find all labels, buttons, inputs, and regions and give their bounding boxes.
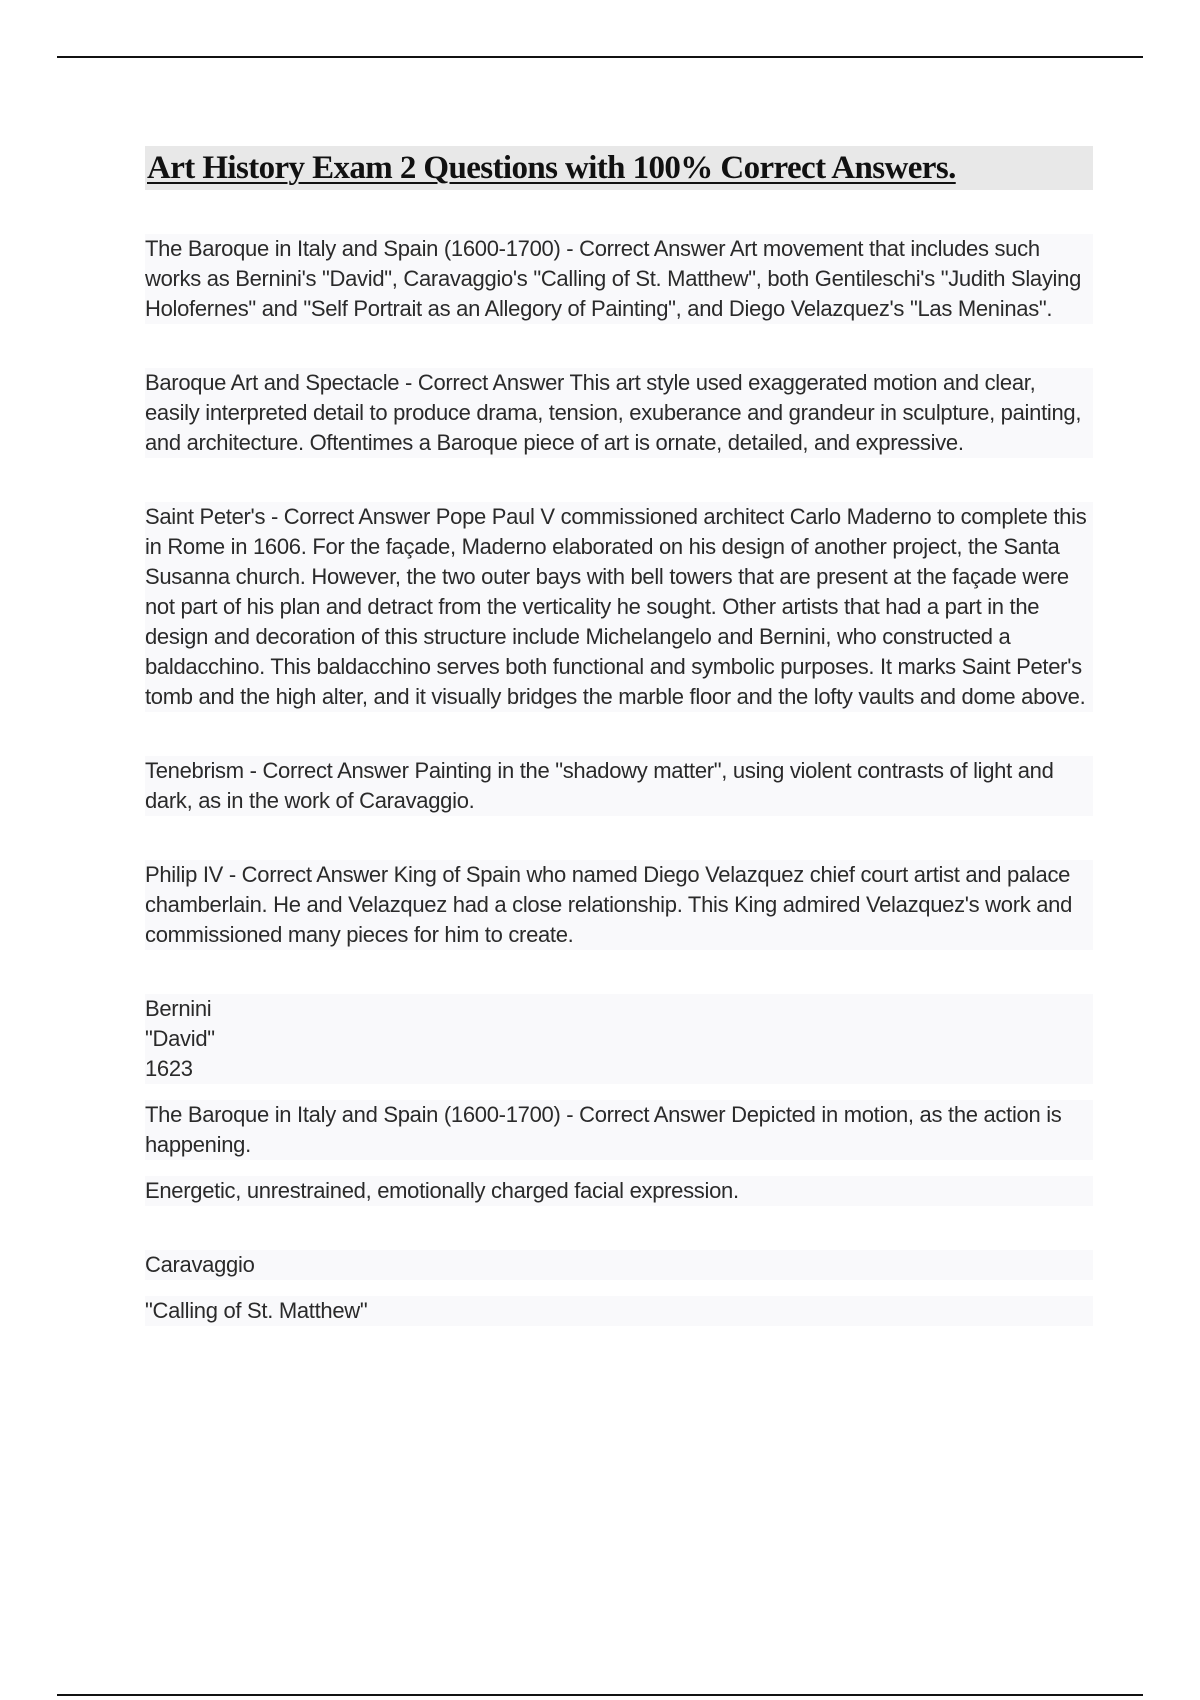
qa-term: The Baroque in Italy and Spain (1600-1700): [145, 1102, 561, 1127]
qa-answer: King of Spain who named Diego Velazquez chief court artist and palace chamberlain. He and Velazquez had a close relationship. This King admired Velazquez's work and commissioned many pieces for him to create.: [145, 862, 1073, 947]
qa-answer: Painting in the "shadowy matter", using violent contrasts of light and dark, as in the work of Caravaggio.: [145, 758, 1054, 813]
artwork-year: 1623: [145, 1056, 193, 1081]
artwork-artist: Bernini: [145, 996, 212, 1021]
artwork-note: Energetic, unrestrained, emotionally charged facial expression.: [145, 1176, 1093, 1206]
qa-entry-bernini-david: [145, 1100, 1093, 1160]
qa-answer: This art style used exaggerated motion and clear, easily interpreted detail to produce drama, tension, exuberance and grandeur in sculpture, painting, and architecture. Oftentimes a Baroque piece of art is ornate, detailed, and expressive.: [145, 370, 1082, 455]
qa-answer: Depicted in motion, as the action is happening.: [145, 1102, 1062, 1157]
document-title: Art History Exam 2 Questions with 100% Correct Answers.: [147, 149, 956, 186]
qa-separator: - Correct Answer: [223, 862, 394, 887]
qa-term: Saint Peter's: [145, 504, 266, 529]
qa-entry-baroque-art-spectacle: [145, 368, 1093, 458]
qa-term: The Baroque in Italy and Spain (1600-1700): [145, 236, 561, 261]
qa-separator: - Correct Answer: [560, 236, 730, 261]
qa-term: Philip IV: [145, 862, 224, 887]
artwork-artist-caravaggio: Caravaggio: [145, 1250, 1093, 1280]
qa-separator: - Correct Answer: [560, 1102, 732, 1127]
document-body: [145, 146, 1093, 1326]
top-rule: [57, 56, 1143, 58]
artwork-title-calling-of-st-matthew: "Calling of St. Matthew": [145, 1296, 1093, 1326]
qa-answer: Art movement that includes such works as Bernini's "David", Caravaggio's "Calling of St. Matthew", both Gentileschi's "Judith Slaying Holofernes" and "Self Portrait as an Allegory of Painting", and Diego Velazquez's "Las Meninas".: [145, 236, 1082, 321]
artwork-title: "David": [145, 1026, 215, 1051]
qa-entry-saint-peters: [145, 502, 1093, 712]
qa-entry-tenebrism: [145, 756, 1093, 816]
qa-entry-baroque-italy-spain: [145, 234, 1093, 324]
artwork-heading-bernini-david: [145, 994, 1093, 1084]
qa-entry-philip-iv: [145, 860, 1093, 950]
qa-answer: Pope Paul V commissioned architect Carlo Maderno to complete this in Rome in 1606. For the façade, Maderno elaborated on his design of another project, the Santa Susanna church. However, the two outer bays with bell towers that are present at the façade were not part of his plan and detract from the verticality he sought. Other artists that had a part in the design and decoration of this structure include Michelangelo and Bernini, who constructed a baldacchino. This baldacchino serves both functional and symbolic purposes. It marks Saint Peter's tomb and the high alter, and it visually bridges the marble floor and the lofty vaults and dome above.: [145, 504, 1087, 709]
title-band: [145, 146, 1093, 190]
qa-term: Tenebrism: [145, 758, 244, 783]
qa-separator: - Correct Answer: [265, 504, 436, 529]
qa-separator: - Correct Answer: [399, 370, 570, 395]
qa-separator: - Correct Answer: [243, 758, 415, 783]
bottom-rule: [57, 1694, 1143, 1696]
qa-term: Baroque Art and Spectacle: [145, 370, 400, 395]
